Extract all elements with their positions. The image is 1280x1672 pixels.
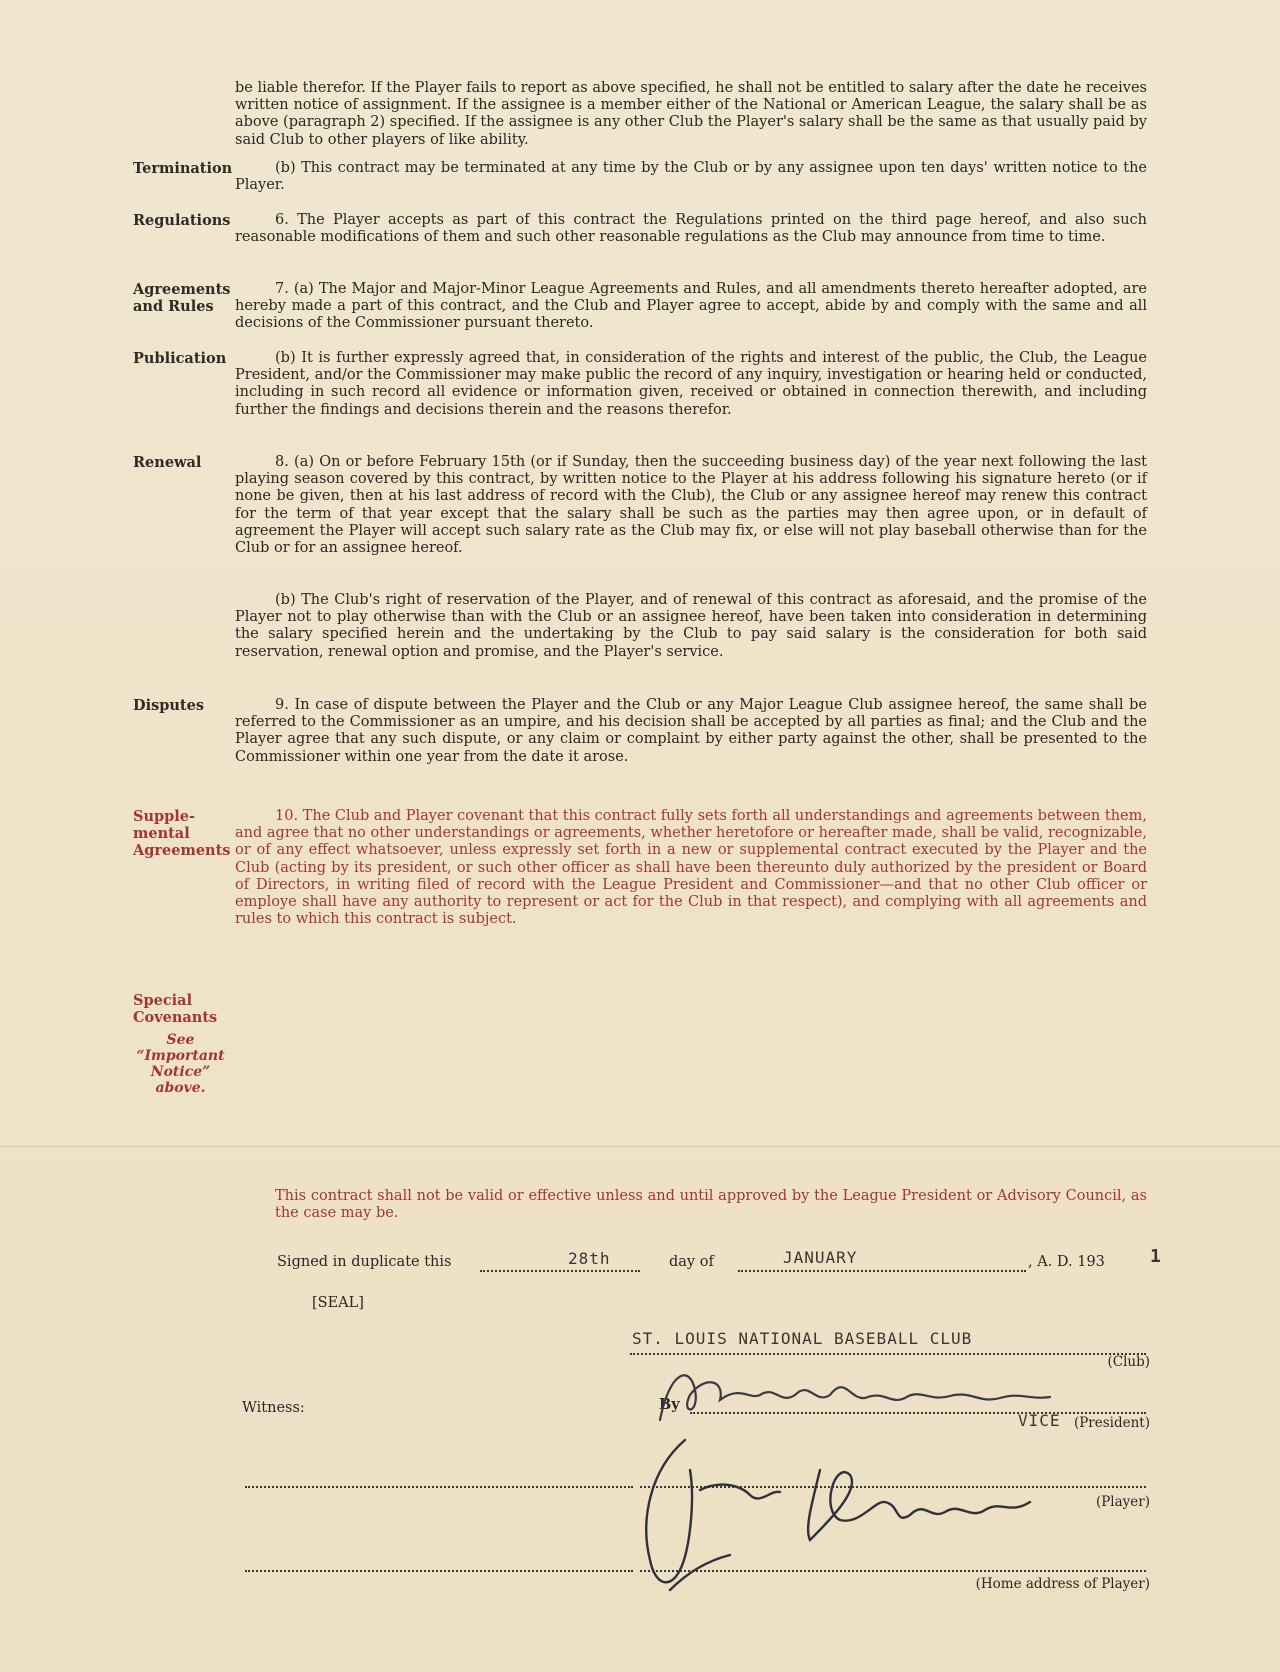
club-dotted-line (630, 1353, 1146, 1355)
by-label: By (659, 1396, 680, 1413)
supplemental-label-line3: Agreements (133, 842, 231, 859)
termination-text: (b) This contract may be terminated at any time by the Club or by any assignee upon ten days' written notice to the Player. (235, 160, 1147, 194)
president-caption: (President) (1073, 1415, 1150, 1431)
agreements-label-line2: and Rules (133, 298, 214, 315)
signed-label: Signed in duplicate this (277, 1254, 452, 1270)
supplemental-label-line2: mental (133, 825, 190, 842)
club-value: ST. LOUIS NATIONAL BASEBALL CLUB (632, 1329, 973, 1348)
agreements-label-line1: Agreements (133, 281, 231, 298)
special-label-line2: Covenants (133, 1009, 218, 1026)
seal-label: [SEAL] (312, 1295, 364, 1311)
witness-dotted-line-2 (245, 1570, 633, 1572)
agreements-label (133, 281, 243, 315)
player-caption: (Player) (1095, 1494, 1150, 1510)
year-digit: 1 (1150, 1246, 1162, 1267)
supplemental-label-line1: Supple- (133, 808, 196, 825)
regulations-text: 6. The Player accepts as part of this contract the Regulations printed on the third page hereof, and also such reasonable modifications of them and such other reasonable regulations as the Club may announce from time to time. (235, 212, 1147, 246)
month-value: JANUARY (783, 1248, 858, 1267)
witness-label: Witness: (242, 1400, 305, 1416)
agreements-text: 7. (a) The Major and Major-Minor League Agreements and Rules, and all amendments thereto hereafter adopted, are hereby made a part of this contract, and the Club and Player agree to accept, abide by and comply with the same and all decisions of the Commissioner pursuant thereto. (235, 281, 1147, 332)
disputes-text: 9. In case of dispute between the Player and the Club or any Major League Club assignee hereof, the same shall be referred to the Commissioner as an umpire, and his decision shall be accepted by all parties as final; and the Club and the Player agree that any such dispute, or any claim or complaint by either party against the other, shall be presented to the Commissioner within one year from the date it arose. (235, 697, 1147, 765)
day-dotted-line (480, 1270, 640, 1272)
termination-label: Termination (133, 160, 233, 177)
special-covenants-label (133, 992, 243, 1026)
publication-label: Publication (133, 350, 227, 367)
home-address-caption: (Home address of Player) (975, 1576, 1150, 1592)
witness-dotted-line-1 (245, 1486, 633, 1488)
validity-notice-text: This contract shall not be valid or effective unless and until approved by the League President or Advisory Council, as the case may be. (275, 1188, 1147, 1222)
ad-label: , A. D. 193 (1028, 1254, 1105, 1270)
special-label-line1: Special (133, 992, 193, 1009)
vice-value: VICE (1018, 1411, 1061, 1430)
player-signature (630, 1430, 1090, 1600)
important-notice (133, 1032, 228, 1096)
club-caption: (Club) (1107, 1354, 1150, 1370)
day-value: 28th (568, 1249, 611, 1268)
notice-line4: above. (155, 1080, 206, 1096)
day-of-label: day of (669, 1254, 714, 1270)
supplemental-text: 10. The Club and Player covenant that this contract fully sets forth all understandings and agreements between them, and agree that no other understandings or agreements, whether heretofore or hereafter made, shall be valid, recognizable, or of any effect whatsoever, unless expressly set forth in a new or supplemental contract executed by the Player and the Club (acting by its president, or such other officer as shall have been thereunto duly authorized by the president or Board of Directors, in writing filed of record with the League President and Commissioner—and that no other Club officer or employe shall have any authority to represent or act for the Club in that respect), and complying with all agreements and rules to which this contract is subject. (235, 808, 1147, 928)
player-signature-stroke (646, 1440, 1030, 1590)
renewal-b-text: (b) The Club's right of reservation of the Player, and of renewal of this contract as aforesaid, and the promise of the Player not to play otherwise than with the Club or an assignee hereof, have been taken into consideration in determining the salary specified herein and the undertaking by the Club to pay said salary is the consideration for both said reservation, renewal option and promise, and the Player's service. (235, 592, 1147, 660)
fold-line (0, 1146, 1280, 1147)
disputes-label: Disputes (133, 697, 205, 714)
month-dotted-line (738, 1270, 1026, 1272)
publication-text: (b) It is further expressly agreed that, in consideration of the rights and interest of the public, the Club, the League President, and/or the Commissioner may make public the record of any inquiry, investigation or hearing held or conducted, including in such record all evidence or information given, received or obtained in connection therewith, and including further the findings and decisions therein and the reasons therefor. (235, 350, 1147, 418)
renewal-label: Renewal (133, 454, 202, 471)
supplemental-label (133, 808, 243, 859)
assignment-clause-text: be liable therefor. If the Player fails to report as above specified, he shall not be entitled to salary after the date he receives written notice of assignment. If the assignee is a member either of the National or American League, the salary shall be as above (paragraph 2) specified. If the assignee is any other Club the Player's salary shall be the same as that usually paid by said Club to other players of like ability. (235, 80, 1147, 148)
notice-line1: See (166, 1032, 195, 1048)
notice-line3: Notice” (150, 1064, 211, 1080)
president-signature-stroke (660, 1375, 1050, 1420)
president-signature (650, 1360, 1100, 1430)
regulations-label: Regulations (133, 212, 231, 229)
renewal-a-text: 8. (a) On or before February 15th (or if Sunday, then the succeeding business day) of the year next following the last playing season covered by this contract, by written notice to the Player at his address following his signature hereto (or if none be given, then at his last address of record with the Club), the Club or any assignee hereof may renew this contract for the term of that year except that the salary shall be such as the parties may then agree upon, or in default of agreement the Player will accept such salary rate as the Club may fix, or else will not play baseball otherwise than for the Club or for an assignee hereof. (235, 454, 1147, 557)
notice-line2: “Important (136, 1048, 225, 1064)
